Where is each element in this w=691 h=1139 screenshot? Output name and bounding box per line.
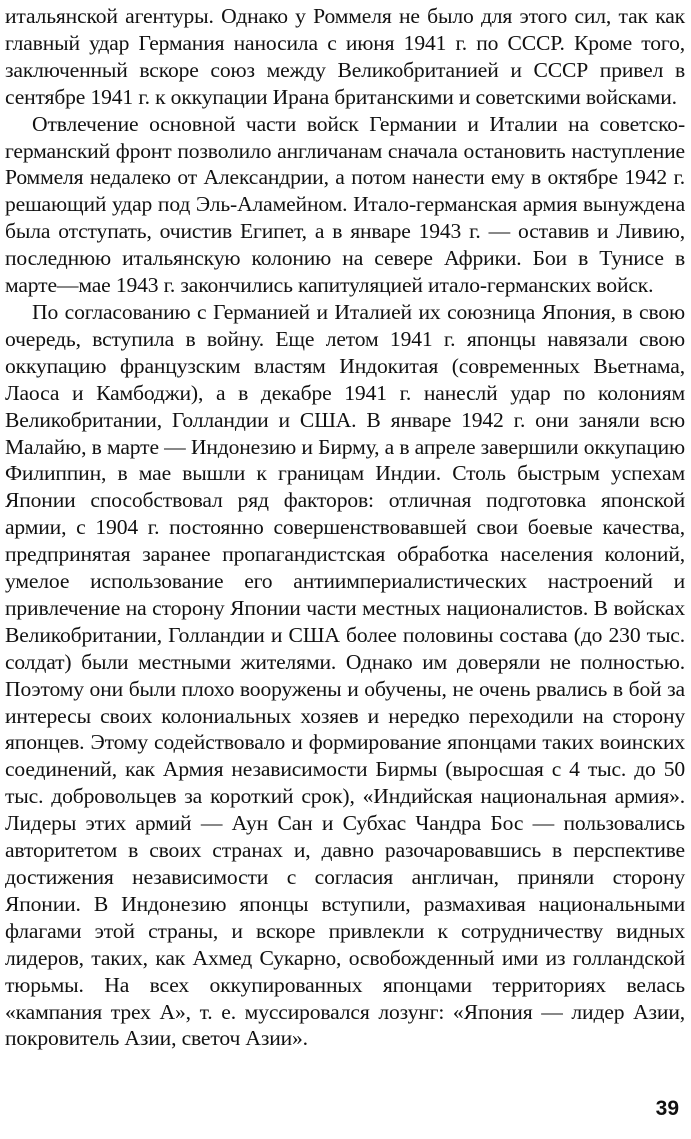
page-number: 39 <box>655 1097 679 1120</box>
paragraph-japan: По согласованию с Германией и Италией их союзница Япония, в свою очередь, вступила в войну. Еще летом 1941 г. японцы навязали свою оккупацию французским властям Индокитая (современных Вьетнама, Лаоса и Камбоджи), а в декабре 1941 г. нанеслй удар по колониям Великобритании, Голландии и США. В январе 1942 г. они заняли всю Малайю, в марте — Индонезию и Бирму, а в апреле завершили оккупацию Филиппин, в мае вышли к границам Индии. Столь быстрым успехам Японии способствовал ряд факторов: отличная подготовка японской армии, с 1904 г. постоянно совершенствовавшей свои боевые качества, предпринятая заранее пропагандистская обработка населения колоний, умелое использование его антиимпериалистических настроений и привлечение на сторону Японии части местных националистов. В войсках Великобритании, Голландии и США более половины состава (до 230 тыс. солдат) были местными жителями. Однако им доверяли не полностью. Поэтому они были плохо вооружены и обучены, не очень рвались в бой за интересы своих колониальных хозяев и нередко переходили на сторону японцев. Этому содействовало и формирование японцами таких воинских соединений, как Армия независимости Бирмы (выросшая с 4 тыс. до 50 тыс. добровольцев за короткий срок), «Индийская национальная армия». Лидеры этих армий — Аун Сан и Субхас Чандра Бос — пользовались авторитетом в своих странах и, давно разочаровавшись в перспективе достижения независимости с согласия англичан, приняли сторону Японии. В Индонезию японцы вступили, размахивая национальными флагами этой страны, и вскоре привлекли к сотрудничеству видных лидеров, таких, как Ахмед Сукарно, освобожденный ими из голландской тюрьмы. На всех оккупированных японцами территориях велась «кампания трех А», т. е. муссировался лозунг: «Япония — лидер Азии, покровитель Азии, светоч Азии». <box>5 299 685 1051</box>
paragraph-north-africa: Отвлечение основной части войск Германии и Италии на советско-германский фронт позволило англичанам сначала остановить наступление Роммеля недалеко от Александрии, а потом нанести ему в октябре 1942 г. решающий удар под Эль-Аламейном. Итало-германская армия вынуждена была отступать, очистив Египет, а в январе 1943 г. — оставив и Ливию, последнюю итальянскую колонию на севере Африки. Бои в Тунисе в марте—мае 1943 г. закончились капитуляцией итало-германских войск. <box>5 111 685 298</box>
body-text <box>5 3 685 1052</box>
paragraph-continuation: итальянской агентуры. Однако у Роммеля не было для этого сил, так как главный удар Германия наносила с июня 1941 г. по СССР. Кроме того, заключенный вскоре союз между Великобританией и СССР привел в сентябре 1941 г. к оккупации Ирана британскими и советскими войсками. <box>5 4 685 109</box>
book-page <box>5 3 685 1133</box>
